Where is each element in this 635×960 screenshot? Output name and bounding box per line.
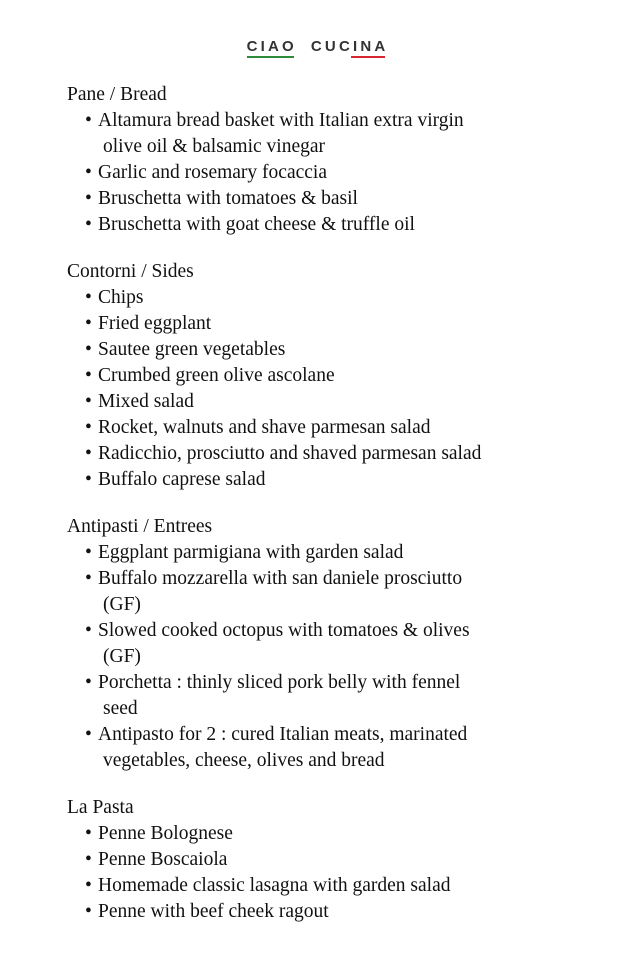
menu-item-text: Penne Boscaiola (98, 849, 228, 870)
section-items (67, 285, 627, 493)
menu-item-text: Bruschetta with goat cheese & truffle oil (98, 214, 415, 235)
menu-item-text: Slowed cooked octopus with tomatoes & olives (98, 620, 470, 641)
menu-section (67, 795, 627, 925)
menu-item (85, 389, 627, 415)
menu-item-text: Garlic and rosemary focaccia (98, 162, 327, 183)
bullet-marker: • (85, 875, 92, 896)
bullet-marker: • (85, 313, 92, 334)
section-title: Antipasti / Entrees (67, 516, 213, 537)
bullet-marker: • (85, 287, 92, 308)
logo-red-underline (351, 56, 385, 58)
section-items (67, 540, 627, 774)
section-items (67, 821, 627, 925)
bullet-marker: • (85, 542, 92, 563)
menu-item (85, 108, 627, 160)
menu-item-text: Penne Bolognese (98, 823, 233, 844)
menu-section (67, 259, 627, 493)
menu-item-text: Porchetta : thinly sliced pork belly with fennel (98, 672, 461, 693)
menu-item-text: Buffalo mozzarella with san daniele prosciutto (98, 568, 463, 589)
section-title: Contorni / Sides (67, 261, 194, 282)
bullet-marker: • (85, 391, 92, 412)
logo-cucina-text: CUCINA (310, 38, 389, 55)
bullet-marker: • (85, 365, 92, 386)
bullet-marker: • (85, 339, 92, 360)
menu-item-text: Eggplant parmigiana with garden salad (98, 542, 404, 563)
menu-item-text: Fried eggplant (98, 313, 212, 334)
menu-item-text: Radicchio, prosciutto and shaved parmesan salad (98, 443, 482, 464)
menu-item (85, 467, 627, 493)
bullet-marker: • (85, 849, 92, 870)
bullet-marker: • (85, 162, 92, 183)
bullet-marker: • (85, 214, 92, 235)
menu-item-text-continued: seed (103, 698, 138, 719)
bullet-marker: • (85, 724, 92, 745)
bullet-marker: • (85, 672, 92, 693)
menu-item (85, 212, 627, 238)
menu-item (85, 540, 627, 566)
bullet-marker: • (85, 188, 92, 209)
menu-item-text: Homemade classic lasagna with garden salad (98, 875, 451, 896)
bullet-marker: • (85, 110, 92, 131)
bullet-marker: • (85, 469, 92, 490)
section-items (67, 108, 627, 238)
bullet-marker: • (85, 620, 92, 641)
logo-word-ciao (247, 38, 297, 58)
logo-ciao-text: CIAO (246, 38, 297, 55)
menu-item-text-continued: vegetables, cheese, olives and bread (103, 750, 385, 771)
menu-item (85, 821, 627, 847)
menu-item (85, 285, 627, 311)
bullet-marker: • (85, 568, 92, 589)
bullet-marker: • (85, 823, 92, 844)
menu-item-text-continued: (GF) (103, 594, 141, 615)
menu-item (85, 847, 627, 873)
menu-item-text: Altamura bread basket with Italian extra virgin (98, 110, 464, 131)
menu-item (85, 160, 627, 186)
menu-section (67, 514, 627, 774)
menu-item (85, 670, 627, 722)
menu-item-text: Buffalo caprese salad (98, 469, 266, 490)
menu-item (85, 415, 627, 441)
menu-item (85, 363, 627, 389)
restaurant-logo (0, 38, 635, 58)
menu-item-text: Sautee green vegetables (98, 339, 286, 360)
menu-section (67, 82, 627, 238)
logo-green-underline (247, 56, 294, 58)
bullet-marker: • (85, 443, 92, 464)
menu-item-text-continued: olive oil & balsamic vinegar (103, 136, 326, 157)
bullet-marker: • (85, 901, 92, 922)
menu-item-text: Crumbed green olive ascolane (98, 365, 335, 386)
menu-item (85, 186, 627, 212)
menu-item-text: Rocket, walnuts and shave parmesan salad (98, 417, 431, 438)
menu-item-text: Mixed salad (98, 391, 194, 412)
menu-item (85, 566, 627, 618)
menu-item (85, 722, 627, 774)
menu-item-text: Penne with beef cheek ragout (98, 901, 329, 922)
menu-item-text: Bruschetta with tomatoes & basil (98, 188, 358, 209)
menu-item (85, 618, 627, 670)
menu-item (85, 311, 627, 337)
section-title: Pane / Bread (67, 84, 167, 105)
menu-item-text-continued: (GF) (103, 646, 141, 667)
menu-item-text: Chips (98, 287, 144, 308)
menu-item (85, 899, 627, 925)
menu-item (85, 441, 627, 467)
menu-item-text: Antipasto for 2 : cured Italian meats, marinated (98, 724, 468, 745)
menu-list (67, 82, 627, 946)
menu-item (85, 873, 627, 899)
menu-item (85, 337, 627, 363)
bullet-marker: • (85, 417, 92, 438)
logo-word-cucina (311, 38, 389, 58)
section-title: La Pasta (67, 797, 134, 818)
